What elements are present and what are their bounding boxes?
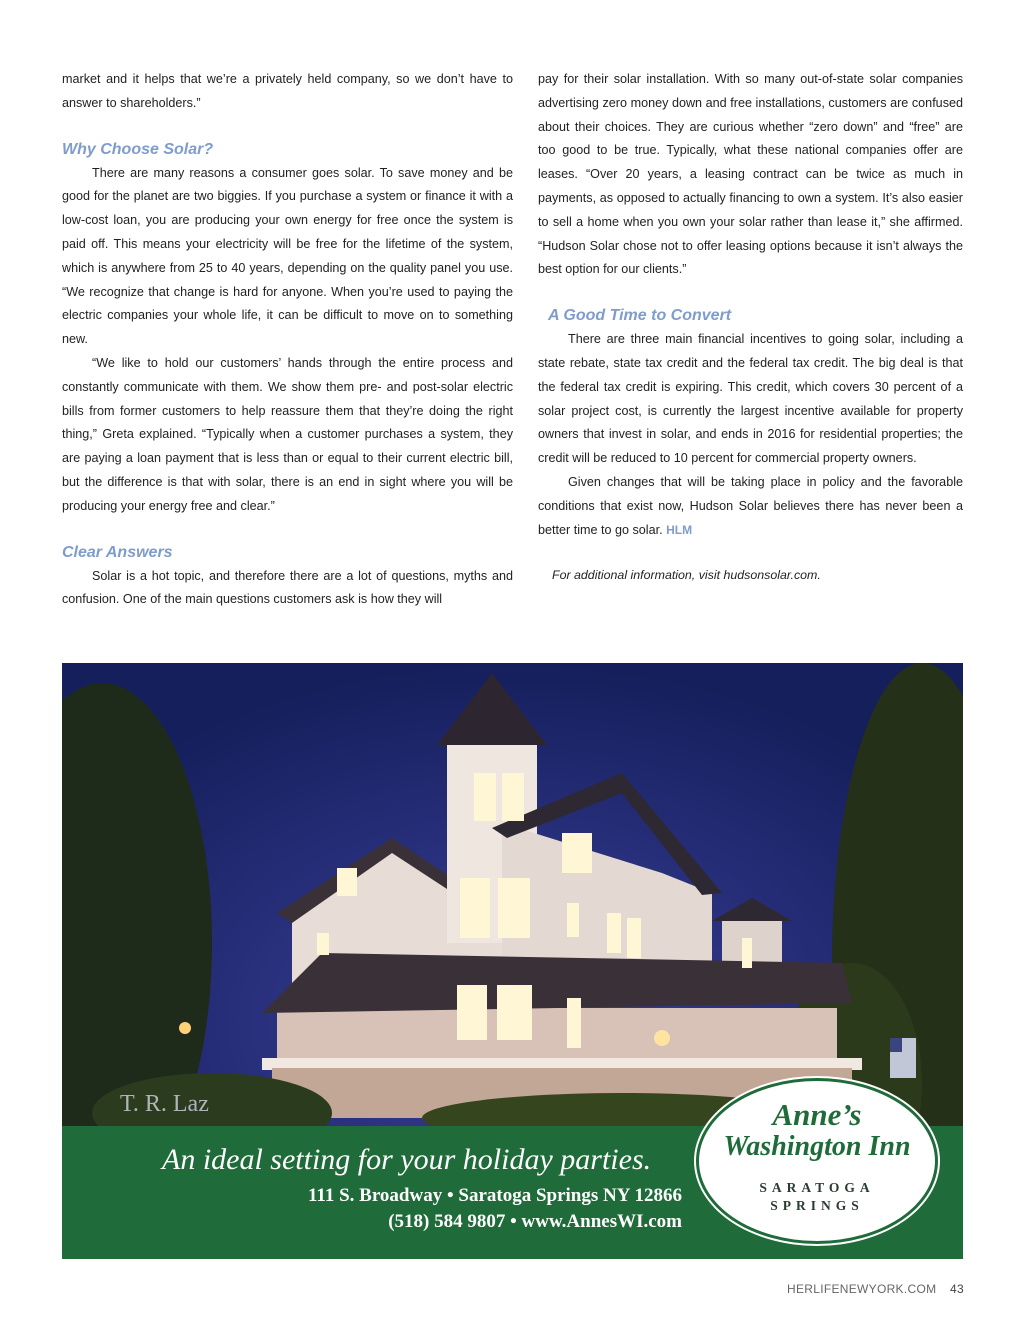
ad-address-line: 111 S. Broadway • Saratoga Springs NY 12866 <box>307 1185 682 1206</box>
section-heading-why-choose-solar: Why Choose Solar? <box>62 140 214 158</box>
section-heading-good-time-to-convert: A Good Time to Convert <box>548 307 732 325</box>
paragraph-closing <box>538 471 963 542</box>
paragraph: Solar is a hot topic, and therefore there are a lot of questions, myths and confusion. One of the main questions customers ask is how they will <box>62 568 513 607</box>
paragraph: market and it helps that we’re a privately held company, so we don’t have to answer to shareholders.” <box>62 72 513 110</box>
ad-contact-block <box>182 1183 682 1235</box>
paragraph: pay for their solar installation. With so many out-of-state solar companies advertising zero money down and free installations, customers are confused about their choices. They are curious whether “zero down” and “free” are too good to be true. Typically, what these national companies offer are leases. “Over 20 years, a leasing contract can be twice as much in payments, as opposed to actually financing to own a system. It’s also easier to sell a home when you own your solar rather than lease it,” she affirmed. “Hudson Solar chose not to offer leasing options because it isn’t always the best option for our clients.” <box>538 72 963 277</box>
footer-site-name: HERLIFENEWYORK.COM <box>786 1282 937 1296</box>
page-footer <box>787 1282 964 1296</box>
article-column-left <box>62 68 513 612</box>
logo-city-line2: SPRINGS <box>770 1198 864 1213</box>
photo-credit-signature: T. R. Laz <box>120 1091 209 1117</box>
section-heading-clear-answers: Clear Answers <box>62 543 173 561</box>
logo-name-line2: Washington Inn <box>723 1131 911 1162</box>
logo-name-line1: Anne’s <box>772 1097 862 1132</box>
closing-text: Given changes that will be taking place in policy and the favorable conditions that exist now, Hudson Solar believes there has never been a better time to go solar. <box>538 474 963 537</box>
logo-city-line1: SARATOGA <box>759 1180 875 1195</box>
ad-phone-web-line: (518) 584 9807 • www.AnnesWI.com <box>388 1211 682 1232</box>
ad-tagline: An ideal setting for your holiday parties. <box>162 1143 652 1176</box>
paragraph: There are three main financial incentives to going solar, including a state rebate, state tax credit and the federal tax credit. The big deal is that the federal tax credit is expiring. This credit, which covers 30 percent of a solar project cost, is currently the largest incentive available for property owners that invest in solar, and ends in 2016 for residential properties; the credit will be reduced to 10 percent for commercial property owners. <box>538 332 963 466</box>
inn-logo <box>696 1078 938 1244</box>
page-number: 43 <box>950 1282 964 1296</box>
paragraph: “We like to hold our customers’ hands through the entire process and constantly communicate with them. We show them pre- and post-solar electric bills from former customers to help reassure them that they’re doing the right thing,” Greta explained. “Typically when a customer purchases a system, they are paying a loan payment that is less than or equal to their current electric bill, but the difference is that with solar, there is an end in sight where you will be producing your energy free and clear.” <box>62 355 513 513</box>
advertisement-annes-washington-inn <box>62 663 963 1259</box>
additional-info-line: For additional information, visit hudsonsolar.com. <box>552 568 821 583</box>
end-mark-hlm: HLM <box>666 522 693 537</box>
paragraph: There are many reasons a consumer goes solar. To save money and be good for the planet are two biggies. If you purchase a system or finance it with a low-cost loan, you are producing your own energy for free once the system is paid off. This means your electricity will be free for the lifetime of the system, which is anywhere from 25 to 40 years, depending on the quality panel you use. “We recognize that change is hard for anyone. When you’re used to paying the electric companies your whole life, it can be difficult to move on to something new. <box>62 165 513 347</box>
logo-city <box>699 1179 935 1215</box>
article-column-right <box>538 68 963 588</box>
